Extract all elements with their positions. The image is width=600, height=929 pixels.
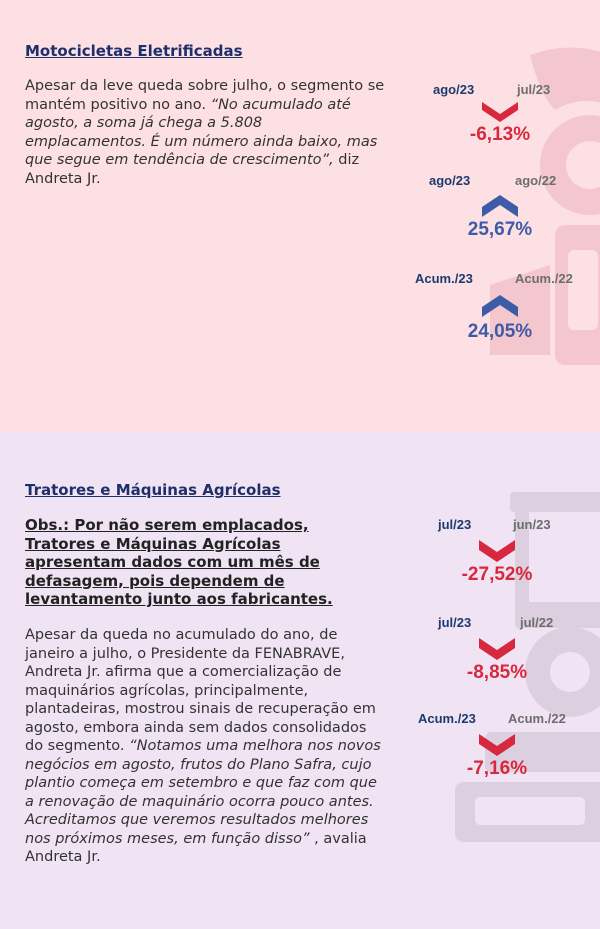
period-current: ago/23 — [429, 173, 471, 188]
period-current: jul/23 — [438, 517, 472, 532]
section-note: Obs.: Por não serem emplacados, Tratores e Máquinas Agrícolas apresentam dados com um mês de defasagem, pois dependem de levantamento junto aos fabricantes. — [25, 516, 333, 608]
stat-month-vs-previous — [405, 82, 595, 146]
stat-month-vs-previous — [402, 517, 592, 586]
period-previous: Acum./22 — [515, 271, 573, 286]
stat-value: -8,85% — [466, 662, 528, 683]
red-chevron-down-icon — [482, 100, 518, 124]
stat-accumulated — [405, 271, 595, 343]
period-previous: jul/23 — [517, 82, 551, 97]
section-tractors — [0, 432, 600, 929]
body-text: Apesar da leve queda sobre julho, o segmento se mantém positivo no ano. — [25, 78, 385, 113]
body-attribution: diz Andreta Jr. — [25, 152, 360, 187]
period-current: Acum./23 — [415, 271, 473, 286]
red-chevron-down-icon — [479, 732, 515, 758]
stat-value: -6,13% — [469, 124, 531, 145]
section-body — [25, 626, 385, 867]
red-chevron-down-icon — [479, 538, 515, 564]
stat-month-vs-year — [405, 173, 595, 241]
stat-value: -7,16% — [466, 758, 528, 779]
section-title: Motocicletas Eletrificadas — [25, 42, 243, 60]
period-current: jul/23 — [438, 615, 472, 630]
red-chevron-down-icon — [479, 636, 515, 662]
period-previous: Acum./22 — [508, 711, 566, 726]
body-text: Apesar da queda no acumulado do ano, de janeiro a julho, o Presidente da FENABRAVE, Andreta Jr. afirma que a comercialização de maquinários agrícolas, principalmente, plantadeiras, mostrou sinais de recuperação em agosto, embora ainda sem dados consolidados do segmento. — [25, 627, 376, 754]
stat-accumulated — [402, 711, 592, 780]
period-current: Acum./23 — [418, 711, 476, 726]
section-electric-motorcycles — [0, 0, 600, 432]
body-quote: “Notamos uma melhora nos novos negócios em agosto, frutos do Plano Safra, cujo plantio começa em setembro e que faz com que a renovação de maquinário ocorra pouco antes. Acreditamos que veremos resultados melhores nos próximos meses, em função disso” — [25, 738, 381, 847]
period-current: ago/23 — [433, 82, 475, 97]
period-previous: jun/23 — [513, 517, 551, 532]
body-quote: “No acumulado até agosto, a soma já chega a 5.808 emplacamentos. É um número ainda baixo, mas que segue em tendência de crescimento”, — [25, 96, 378, 168]
blue-chevron-up-icon — [482, 293, 518, 321]
section-body — [25, 77, 385, 188]
body-attribution: , avalia Andreta Jr. — [25, 830, 367, 865]
section-title: Tratores e Máquinas Agrícolas — [25, 481, 281, 499]
period-previous: jul/22 — [520, 615, 554, 630]
blue-chevron-up-icon — [482, 193, 518, 219]
stat-value: 25,67% — [467, 219, 533, 240]
stat-value: -27,52% — [461, 564, 533, 585]
period-previous: ago/22 — [515, 173, 557, 188]
stat-value: 24,05% — [467, 321, 533, 342]
stat-month-vs-year — [402, 615, 592, 684]
